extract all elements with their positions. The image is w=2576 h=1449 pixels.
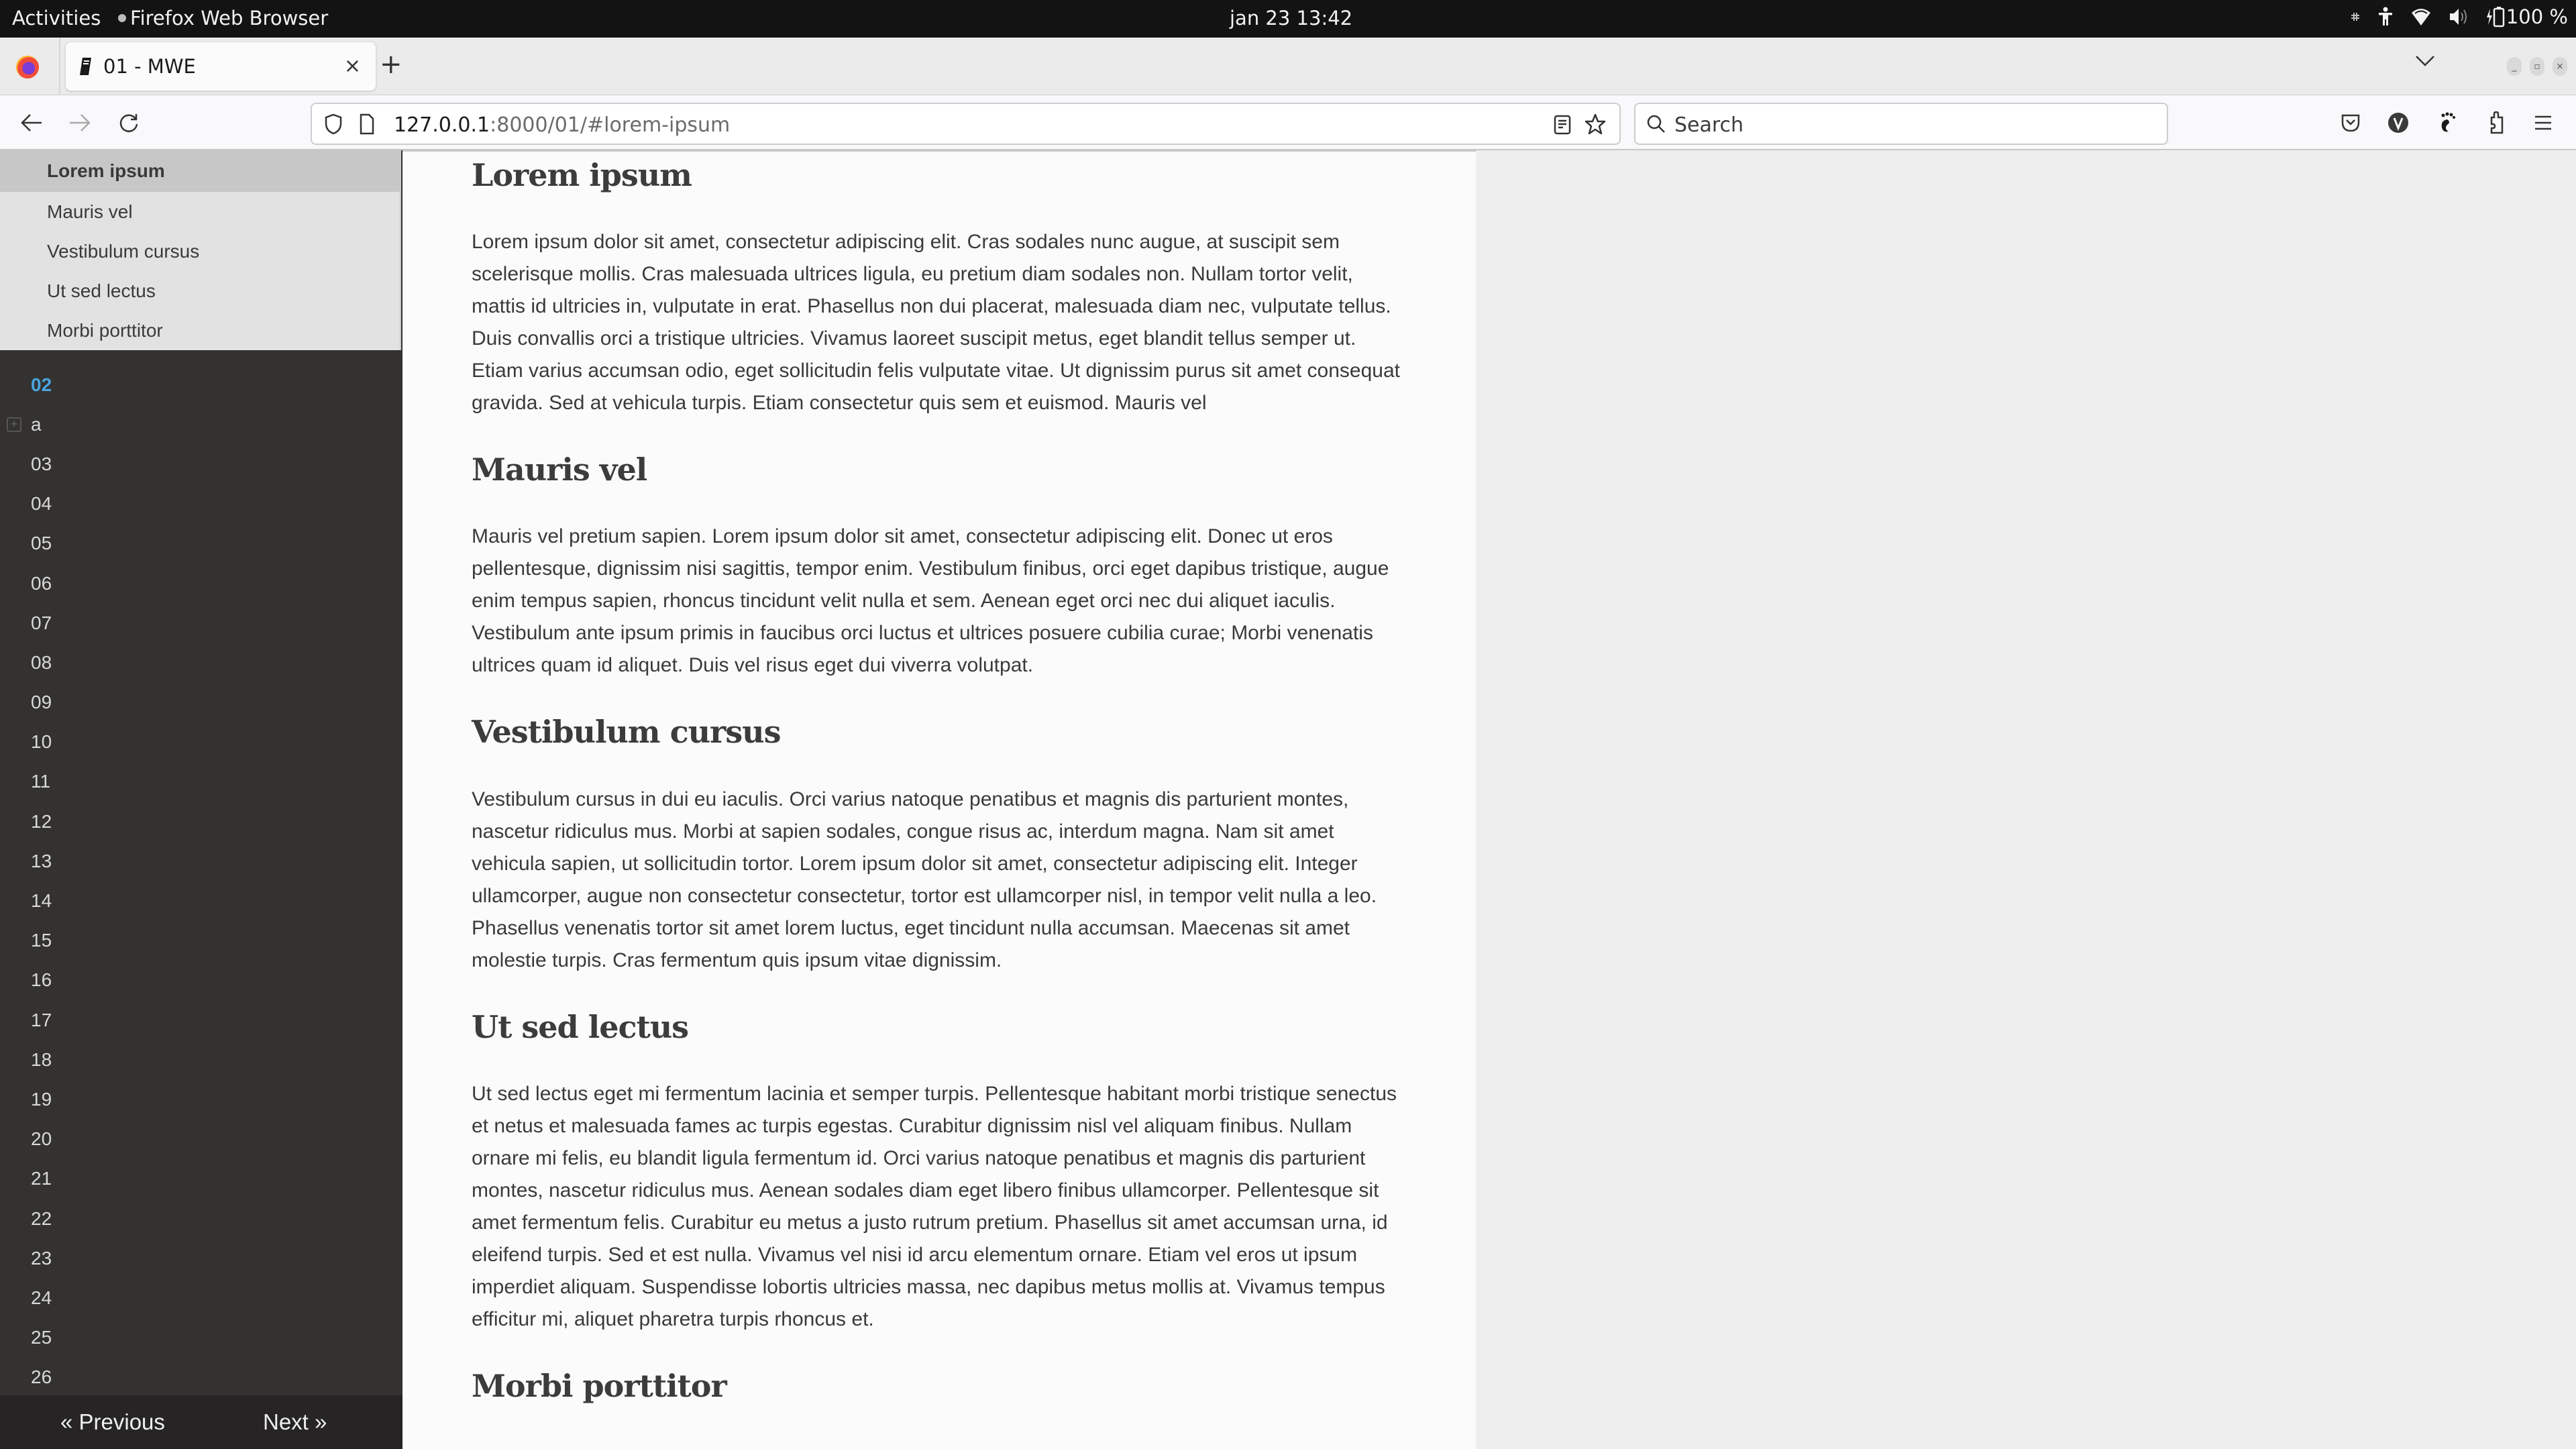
arrow-left-icon (19, 113, 44, 133)
wifi-icon[interactable] (2411, 7, 2431, 26)
tab-close-button[interactable]: × (343, 54, 361, 78)
chapter-link-04[interactable]: 04 (31, 493, 52, 515)
url-bar[interactable] (311, 103, 1621, 145)
section-body-mauris-vel: Mauris vel pretium sapien. Lorem ipsum dolor sit amet, consectetur adipiscing elit. Donec ut eros pellentesque, dignissim nisi sagittis, tempor enim. Vestibulum finibus, orci eget dapibus tristique, augue enim tempus sapien, rhoncus tincidunt velit nulla et sem. Aenean eget orci nec dui aliquet iaculis. Vestibulum ante ipsum primis in faucibus orci luctus et ultrices posuere cubilia curae; Morbi venenatis ultrices quam id aliquet. Duis vel risus eget dui viverra volutpat. (472, 525, 1389, 677)
chapter-link-11[interactable]: 11 (31, 771, 51, 792)
forward-button[interactable] (66, 109, 94, 137)
book-icon (79, 57, 93, 76)
chapter-link-16[interactable]: 16 (31, 969, 52, 991)
section-heading-morbi-porttitor: Morbi porttitor (472, 1367, 727, 1404)
chapter-link-09[interactable]: 09 (31, 692, 52, 713)
chapter-link-25[interactable]: 25 (31, 1327, 52, 1348)
previous-page-link[interactable]: « Previous (60, 1409, 165, 1434)
chapter-link-12[interactable]: 12 (31, 810, 52, 832)
app-menu[interactable] (118, 7, 328, 30)
url-text[interactable]: 127.0.0.1:8000/01/#lorem-ipsum (394, 113, 731, 137)
chapter-link-13[interactable]: 13 (31, 850, 52, 871)
toc-item-mauris-vel[interactable]: Mauris vel (47, 201, 133, 222)
chapter-link-08[interactable]: 08 (31, 651, 52, 673)
chapter-link-21[interactable]: 21 (31, 1168, 52, 1189)
chapter-link-17[interactable]: 17 (31, 1009, 52, 1030)
reload-icon (118, 112, 140, 133)
chapter-link-20[interactable]: 20 (31, 1128, 52, 1150)
section-heading-vestibulum-cursus: Vestibulum cursus (472, 714, 781, 751)
list-all-tabs-button[interactable] (2415, 55, 2435, 70)
section-heading-ut-sed-lectus: Ut sed lectus (472, 1008, 689, 1045)
chapter-link-05[interactable]: 05 (31, 533, 52, 554)
reader-view-icon[interactable] (1554, 115, 1571, 135)
section-heading-mauris-vel: Mauris vel (472, 451, 647, 488)
chapter-link-14[interactable]: 14 (31, 890, 52, 912)
minimize-button[interactable]: _ (2507, 57, 2522, 76)
expand-toggle-icon[interactable]: + (7, 417, 21, 432)
battery-percent: 100 % (2506, 5, 2568, 28)
sidebar (0, 150, 402, 1449)
tab-title: 01 - MWE (103, 55, 196, 78)
reload-button[interactable] (115, 109, 143, 137)
main-content (402, 150, 1476, 1449)
accessibility-icon[interactable] (2377, 7, 2394, 27)
tab-separator (59, 38, 60, 95)
system-tray[interactable] (2351, 5, 2568, 28)
vimium-extension-button[interactable] (2384, 109, 2412, 137)
close-window-button[interactable]: × (2553, 57, 2567, 76)
page-info-icon[interactable] (359, 113, 375, 135)
chevron-down-icon (2415, 55, 2435, 67)
menu-icon (2534, 115, 2553, 131)
chapter-link-18[interactable]: 18 (31, 1049, 52, 1070)
vimium-v-icon (2387, 112, 2409, 133)
pocket-button[interactable] (2337, 109, 2365, 137)
section-body-vestibulum-cursus: Vestibulum cursus in dui eu iaculis. Orci varius natoque penatibus et magnis dis parturient montes, nascetur ridiculus mus. Morbi at sapien sodales, congue risus ac, interdum magna. Nam sit amet vehicula sapien, ut sollicitudin tortor. Lorem ipsum dolor sit amet, consectetur adipiscing elit. Integer ullamcorper, augue non consectetur consectetur, tortor est ullamcorper nisl, in tempor velit nulla a leo. Phasellus venenatis tortor sit amet lorem luctus, eget tincidunt nulla accumsan. Maecenas sit amet molestie turpis. Cras fermentum quis ipsum vitae dignissim. (472, 788, 1377, 971)
pagination-footer (0, 1395, 402, 1449)
search-icon (1646, 114, 1666, 134)
restore-button[interactable]: ▫ (2530, 57, 2544, 76)
gnome-foot-icon (2438, 111, 2457, 134)
toc-item-ut-sed-lectus[interactable]: Ut sed lectus (47, 280, 156, 301)
chapter-link-19[interactable]: 19 (31, 1088, 52, 1110)
extensions-icon (2486, 111, 2505, 134)
gnome-extension-button[interactable] (2433, 109, 2461, 137)
chapter-link-15[interactable]: 15 (31, 930, 52, 951)
bookmark-star-icon[interactable] (1584, 113, 1607, 136)
chapter-link-02[interactable]: 02 (31, 374, 52, 395)
chapter-link-22[interactable]: 22 (31, 1208, 52, 1229)
new-tab-button[interactable]: + (380, 49, 402, 80)
toc-item-lorem-ipsum[interactable]: Lorem ipsum (0, 150, 400, 192)
chapter-link-03[interactable]: 03 (31, 453, 52, 474)
chapter-link-a[interactable]: + a (0, 405, 402, 444)
firefox-app-icon (118, 14, 126, 22)
arrow-right-icon (68, 113, 92, 133)
battery-indicator[interactable] (2486, 5, 2568, 28)
section-body-ut-sed-lectus: Ut sed lectus eget mi fermentum lacinia et semper turpis. Pellentesque habitant morbi tristique senectus et netus et malesuada fames ac turpis egestas. Curabitur dignissim nisl vel aliquam finibus. Nullam ornare mi felis, eu blandit ligula fermentum id. Orci varius natoque penatibus et magnis dis parturient montes, nascetur ridiculus mus. Aenean sodales diam eget libero finibus ullamcorper. Pellentesque sit amet fermentum felis. Curabitur eu metus a justo rutrum pretium. Phasellus sit amet accumsan urna, id eleifend turpis. Sed et est nulla. Vivamus vel nisi id arcu elementum ornare. Etiam vel eros ut ipsum imperdiet aliquam. Suspendisse lobortis ultricies massa, nec dapibus metus mollis at. Vivamus tempus efficitur mi, aliquet pharetra turpis rhoncus et. (472, 1082, 1397, 1330)
toc-item-morbi-porttitor[interactable]: Morbi porttitor (47, 319, 163, 341)
extensions-button[interactable] (2481, 109, 2510, 137)
system-top-bar (0, 0, 2576, 38)
section-heading-lorem-ipsum: Lorem ipsum (472, 157, 692, 193)
pocket-icon (2341, 113, 2361, 133)
slack-icon[interactable] (2351, 12, 2360, 21)
tab-strip (0, 38, 2576, 95)
section-body-lorem-ipsum: Lorem ipsum dolor sit amet, consectetur adipiscing elit. Cras sodales nunc augue, at suscipit sem scelerisque mollis. Cras malesuada ultrices ligula, eu pretium diam sodales non. Nullam tortor velit, mattis id ultricies in, vulputate in erat. Phasellus non dui placerat, malesuada diam nec, vulputate tellus. Duis convallis orci a tristique ultricies. Vivamus laoreet suscipit metus, eget blandit tellus semper ut. Etiam varius accumsan odio, eget sollicitudin felis vulputate vitae. Ut dignissim purus sit amet consequat gravida. Sed at vehicula turpis. Etiam consectetur quis sem et euismod. Mauris vel (472, 231, 1400, 415)
battery-charging-icon (2486, 6, 2505, 28)
page-viewport (0, 150, 2576, 1449)
page-toc (0, 150, 401, 350)
back-button[interactable] (17, 109, 46, 137)
chapter-link-24[interactable]: 24 (31, 1287, 52, 1308)
tab-active[interactable] (66, 42, 376, 91)
chapter-link-07[interactable]: 07 (31, 612, 52, 633)
toc-item-vestibulum-cursus[interactable]: Vestibulum cursus (47, 240, 200, 262)
search-bar[interactable] (1634, 103, 2168, 145)
search-placeholder: Search (1674, 113, 1744, 137)
navigation-toolbar (0, 95, 2576, 150)
chapter-link-26[interactable]: 26 (31, 1366, 52, 1388)
chapter-link-23[interactable]: 23 (31, 1247, 52, 1269)
volume-icon[interactable] (2449, 7, 2469, 26)
app-name: Firefox Web Browser (130, 7, 329, 30)
firefox-logo-icon[interactable] (16, 56, 39, 78)
next-page-link[interactable]: Next » (263, 1409, 327, 1434)
app-menu-button[interactable] (2529, 109, 2557, 137)
chapter-link-06[interactable]: 06 (31, 572, 52, 594)
chapter-list (0, 365, 402, 1397)
clock[interactable]: jan 23 13:42 (1230, 7, 1353, 30)
chapter-link-10[interactable]: 10 (31, 731, 52, 753)
article (472, 152, 1411, 1405)
shield-icon[interactable] (324, 113, 343, 135)
activities-button[interactable]: Activities (12, 7, 101, 30)
